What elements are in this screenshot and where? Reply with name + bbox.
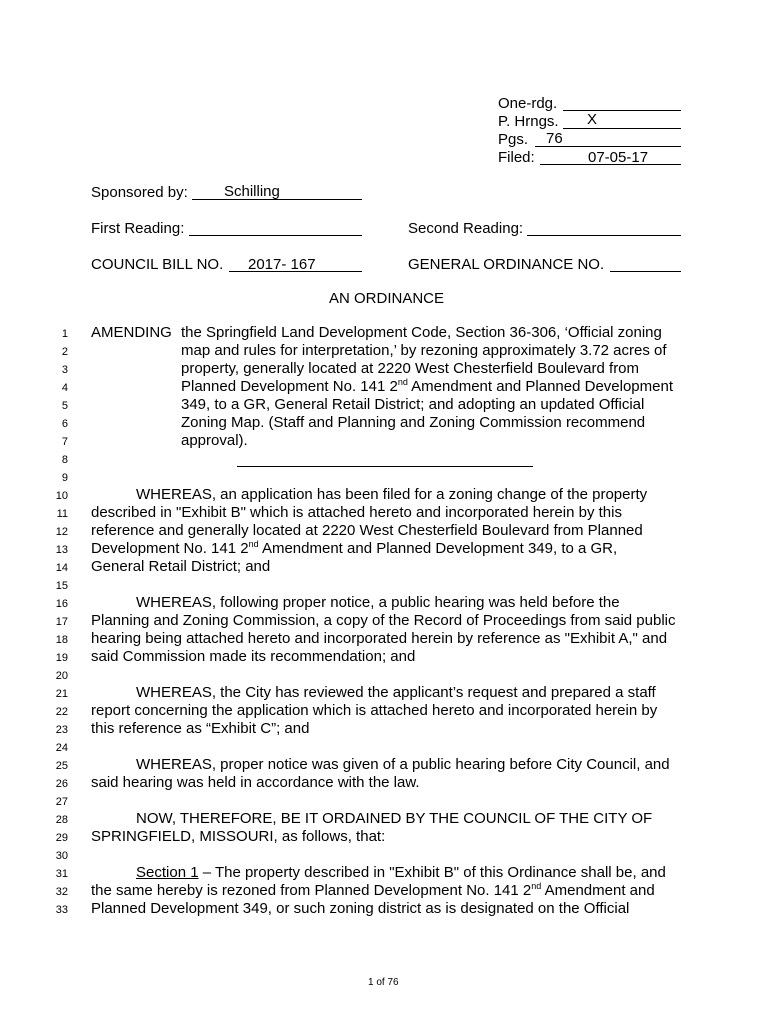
text-segment: – The property described in "Exhibit B" of this Ordinance shall be, and bbox=[198, 864, 666, 881]
line-number: 33 bbox=[55, 904, 68, 916]
general-ordinance-label: GENERAL ORDINANCE NO. bbox=[408, 256, 605, 273]
line-number: 10 bbox=[55, 490, 68, 502]
line-number: 9 bbox=[61, 472, 68, 484]
line-number: 5 bbox=[61, 400, 68, 412]
sponsored-label: Sponsored by: bbox=[91, 184, 188, 201]
section-1-heading: Section 1 bbox=[136, 864, 199, 881]
amending-line: property, generally located at 2220 West Chesterfield Boulevard from bbox=[181, 360, 640, 377]
body-line: SPRINGFIELD, MISSOURI, as follows, that: bbox=[91, 828, 386, 845]
line-number: 6 bbox=[61, 418, 68, 430]
line-number: 32 bbox=[55, 886, 68, 898]
text-segment: Amendment and Planned Development bbox=[407, 378, 674, 395]
body-line: WHEREAS, proper notice was given of a public hearing before City Council, and bbox=[136, 756, 670, 773]
body-line bbox=[91, 882, 655, 899]
line-number: 29 bbox=[55, 832, 68, 844]
line-number: 17 bbox=[55, 616, 68, 628]
one-rdg-underline bbox=[563, 110, 681, 111]
line-number: 23 bbox=[55, 724, 68, 736]
amending-line: approval). bbox=[181, 432, 248, 449]
line-number: 21 bbox=[55, 688, 68, 700]
general-ordinance-underline bbox=[610, 271, 681, 272]
text-segment: Amendment and Planned Development 349, to a GR, bbox=[258, 540, 618, 557]
line-number: 7 bbox=[61, 436, 68, 448]
line-number: 30 bbox=[55, 850, 68, 862]
amending-lead: AMENDING bbox=[91, 324, 172, 341]
line-number: 13 bbox=[55, 544, 68, 556]
body-line: described in "Exhibit B" which is attached hereto and incorporated herein by this bbox=[91, 504, 622, 521]
second-reading-label: Second Reading: bbox=[408, 220, 524, 237]
separator-rule bbox=[237, 466, 533, 467]
amending-line bbox=[181, 378, 673, 395]
one-rdg-label: One-rdg. bbox=[498, 95, 558, 112]
amending-line: 349, to a GR, General Retail District; and adopting an updated Official bbox=[181, 396, 645, 413]
line-number: 24 bbox=[55, 742, 68, 754]
body-line: WHEREAS, the City has reviewed the applicant’s request and prepared a staff bbox=[136, 684, 656, 701]
body-line: reference and generally located at 2220 West Chesterfield Boulevard from Planned bbox=[91, 522, 643, 539]
body-line: General Retail District; and bbox=[91, 558, 271, 575]
filed-value: 07-05-17 bbox=[588, 149, 649, 166]
line-number: 4 bbox=[61, 382, 68, 394]
body-line: Planned Development 349, or such zoning district as is designated on the Official bbox=[91, 900, 630, 917]
page-indicator: 1 of 76 bbox=[368, 977, 399, 988]
first-reading-underline bbox=[189, 235, 362, 236]
body-line: this reference as “Exhibit C”; and bbox=[91, 720, 310, 737]
line-number: 27 bbox=[55, 796, 68, 808]
body-line: report concerning the application which is attached hereto and incorporated herein by bbox=[91, 702, 658, 719]
body-line: WHEREAS, following proper notice, a public hearing was held before the bbox=[136, 594, 620, 611]
body-line: NOW, THEREFORE, BE IT ORDAINED BY THE COUNCIL OF THE CITY OF bbox=[136, 810, 653, 827]
line-number: 1 bbox=[61, 328, 68, 340]
body-line: hearing being attached hereto and incorporated herein by reference as "Exhibit A," and bbox=[91, 630, 668, 647]
text-segment: the same hereby is rezoned from Planned Development No. 141 2 bbox=[91, 882, 532, 899]
line-number: 11 bbox=[56, 508, 68, 520]
line-number: 28 bbox=[55, 814, 68, 826]
superscript: nd bbox=[397, 377, 408, 387]
first-reading-label: First Reading: bbox=[91, 220, 185, 237]
pgs-label: Pgs. bbox=[498, 131, 529, 148]
line-number: 14 bbox=[55, 562, 68, 574]
body-line: said hearing was held in accordance with the law. bbox=[91, 774, 420, 791]
line-number: 8 bbox=[61, 454, 68, 466]
council-bill-label: COUNCIL BILL NO. bbox=[91, 256, 224, 273]
text-segment: Planned Development No. 141 2 bbox=[181, 378, 398, 395]
line-number: 2 bbox=[61, 346, 68, 358]
amending-line: the Springfield Land Development Code, Section 36-306, ‘Official zoning bbox=[181, 324, 662, 341]
council-bill-value: 2017- 167 bbox=[248, 256, 316, 273]
line-number: 16 bbox=[55, 598, 68, 610]
pgs-value: 76 bbox=[546, 130, 563, 147]
line-number: 25 bbox=[55, 760, 68, 772]
sponsored-value: Schilling bbox=[224, 183, 280, 200]
body-line bbox=[91, 540, 617, 557]
text-segment: Development No. 141 2 bbox=[91, 540, 249, 557]
filed-label: Filed: bbox=[498, 149, 535, 166]
body-line bbox=[136, 864, 666, 881]
line-number: 26 bbox=[55, 778, 68, 790]
superscript: nd bbox=[248, 539, 259, 549]
line-number: 22 bbox=[55, 706, 68, 718]
body-line: Planning and Zoning Commission, a copy of the Record of Proceedings from said public bbox=[91, 612, 676, 629]
line-number: 3 bbox=[61, 364, 68, 376]
p-hrngs-label: P. Hrngs. bbox=[498, 113, 559, 130]
line-number: 18 bbox=[55, 634, 68, 646]
line-number: 20 bbox=[55, 670, 68, 682]
body-line: said Commission made its recommendation; and bbox=[91, 648, 416, 665]
ordinance-title: AN ORDINANCE bbox=[329, 290, 445, 307]
line-number: 19 bbox=[55, 652, 68, 664]
line-number: 31 bbox=[55, 868, 68, 880]
body-line: WHEREAS, an application has been filed for a zoning change of the property bbox=[136, 486, 648, 503]
line-number: 12 bbox=[55, 526, 68, 538]
line-number: 15 bbox=[55, 580, 68, 592]
p-hrngs-value: X bbox=[587, 111, 598, 128]
text-segment: Amendment and bbox=[541, 882, 655, 899]
second-reading-underline bbox=[527, 235, 681, 236]
amending-line: map and rules for interpretation,’ by rezoning approximately 3.72 acres of bbox=[181, 342, 667, 359]
amending-line: Zoning Map. (Staff and Planning and Zoning Commission recommend bbox=[181, 414, 646, 431]
superscript: nd bbox=[531, 881, 542, 891]
p-hrngs-underline bbox=[563, 128, 681, 129]
